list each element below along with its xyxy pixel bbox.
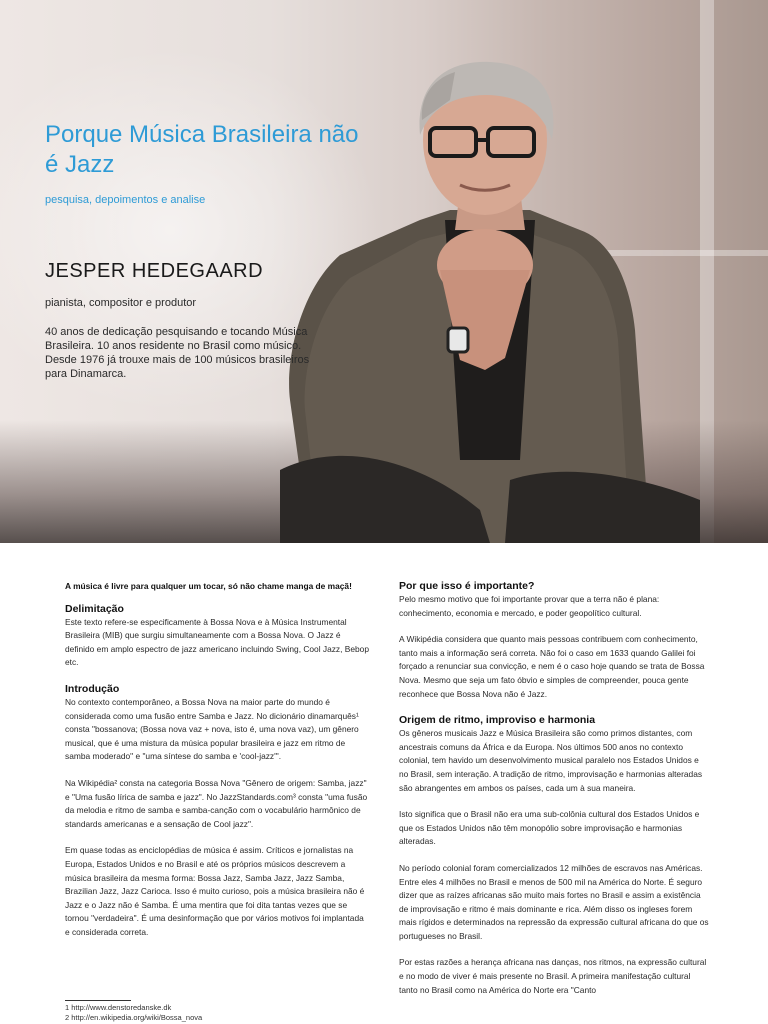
article-column-right [399,580,709,1010]
page-title: Porque Música Brasileira não é Jazz [45,121,359,178]
author-name: JESPER HEDEGAARD [45,260,264,282]
paragraph: Este texto refere-se especificamente à Bossa Nova e à Música Instrumental Brasileira (MIB) que surgiu simultaneamente com a Bossa Nova. O Jazz é definido em amplo espectro de jazz americano incluindo Swing, Cool Jazz, Bebop etc. [65,616,369,668]
paragraph: No período colonial foram comercializados 12 milhões de escravos nas Américas. Entre eles 4 milhões no Brasil e menos de 500 mil na América do Norte. É seguro dizer que as raízes africanas são muito mais fortes no Brasil e assim a existência de improvisação e ritmo é mais dominante e rica. Além disso os ingleses forem mais rígidos e determinados na repressão da expressão cultural africana do que os portugueses no Brasil. [399,862,709,941]
section-heading-importante: Por que isso é importante? [399,580,535,592]
paragraph: Isto significa que o Brasil não era uma sub-colônia cultural dos Estados Unidos e que os Estados Unidos não têm monopólio sobre improvisação e harmonias alteradas. [399,809,700,847]
author-portrait [280,40,700,543]
paragraph: Na Wikipédia² consta na categoria Bossa Nova "Gênero de origem: Samba, jazz" e "Uma fusão lírica de samba e jazz". No JazzStandards.com³ consta "uma fusão da melodia e ritmo de samba e samba-canção com o vocabulário harmônico de standards americanas e a sensação de Cool jazz". [65,777,368,829]
article-column-left [65,580,370,952]
paragraph: Os gêneros musicais Jazz e Música Brasileira são como primos distantes, com ancestrais comuns da África e da Europa. Nos últimos 500 anos no contexto colonial, tem havido um desenvolvimento musical paralelo nos Estados Unidos e no Brasil, sem interação. A tradição de ritmo, improvisação e harmonias alteradas são abrangentes em ambos os países, cada um à sua maneira. [399,728,703,793]
footnote-2: 2 http://en.wikipedia.org/wiki/Bossa_nova [65,1013,203,1022]
page-subtitle: pesquisa, depoimentos e analise [45,194,206,206]
footnote-1: 1 http://www.denstoredanske.dk [65,1003,172,1012]
section-heading-delimitacao: Delimitação [65,602,124,615]
paragraph: Pelo mesmo motivo que foi importante provar que a terra não é plana: conhecimento, economia e mercado, e poder geopolítico cultural. [399,594,660,618]
paragraph: No contexto contemporâneo, a Bossa Nova na maior parte do mundo é considerada como uma fusão entre Samba e Jazz. No dicionário dinamarquês¹ consta "bossanova; (Bossa nova vaz + nova, isto é, uma nova vaz), um gênero musical, que é uma mistura da música popular brasileira e jazz em ritmo de samba moderado" e "uma síntese do samba e 'cool-jazz'". [65,696,359,762]
author-role: pianista, compositor e produtor [45,297,197,309]
footnote-divider [65,1000,131,1001]
section-heading-origem: Origem de ritmo, improviso e harmonia [399,714,596,727]
author-bio: 40 anos de dedicação pesquisando e tocando Música Brasileira. 10 anos residente no Brasil como músico. Desde 1976 já trouxe mais de 100 músicos brasileiros para Dinamarca. [45,326,310,380]
paragraph: Em quase todas as enciclopédias de música é assim. Críticos e jornalistas na Europa, Estados Unidos e no Brasil e até os próprios músicos descrevem a música brasileira da mesma forma: Bossa Jazz, Samba Jazz, Jazz Samba, Brazilian Jazz, Jazz Carioca. Isso é muito curioso, pois a música brasileira não é Jazz e o Jazz não é Samba. É uma mentira que foi dita tantas vezes que se tornou "verdadeira". É uma desinformação que por vários motivos foi implantada e considerada correta. [65,845,365,937]
paragraph: Por estas razões a herança africana nas danças, nos ritmos, na expressão cultural e no modo de viver é mais presente no Brasil. A primeira manifestação cultural tanto no Brasil como na América do Norte era "Canto [399,957,707,995]
section-heading-introducao: Introdução [65,682,120,695]
footnotes [65,1000,265,1023]
lead-quote: A música é livre para qualquer um tocar, só não chame manga de maçã! [65,581,352,591]
paragraph: A Wikipédia considera que quanto mais pessoas contribuem com conhecimento, tanto mais a informação será correta. Não foi o caso em 1633 quando Galilei foi forçado a renunciar sua convicção, e nem é o caso hoje quando se trata de Bossa Nova. Mesmo que seja um fato óbvio e simples de compreender, pouca gente reconhece que Bossa Nova não é Jazz. [399,634,705,699]
